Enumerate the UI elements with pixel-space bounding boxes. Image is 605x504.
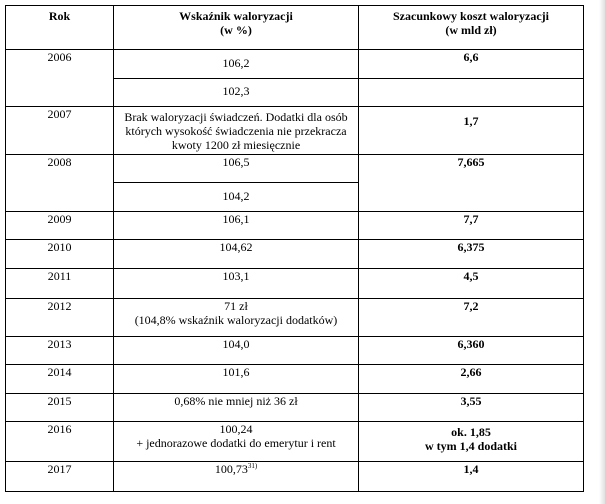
header-cost — [359, 6, 584, 50]
index-cell: 102,3 — [114, 79, 359, 107]
index-line: (104,8% wskaźnik waloryzacji dodatków) — [134, 313, 338, 327]
cost-cell: 7,7 — [359, 212, 584, 240]
table-row — [6, 107, 584, 155]
cost-cell: 6,6 — [359, 50, 584, 79]
header-index-line1: Wskaźnik waloryzacji — [179, 9, 293, 23]
index-line: 71 zł — [224, 299, 248, 313]
year-cell: 2012 — [6, 299, 114, 337]
header-cost-line2: (w mld zł) — [445, 23, 497, 37]
cost-cell-empty — [359, 79, 584, 107]
index-cell: 104,2 — [114, 183, 359, 212]
header-year — [6, 6, 114, 50]
table-row — [6, 212, 584, 240]
cost-cell: 6,360 — [359, 337, 584, 365]
header-year-text: Rok — [48, 9, 71, 23]
index-cell: 0,68% nie mniej niż 36 zł — [114, 394, 359, 422]
cost-cell: 7,665 — [359, 155, 584, 212]
index-cell — [114, 299, 359, 337]
index-cell: 106,2 — [114, 50, 359, 79]
table-row — [6, 240, 584, 269]
cost-line: ok. 1,85 — [451, 425, 491, 439]
index-cell: 106,5 — [114, 155, 359, 183]
table-row — [6, 155, 584, 183]
year-cell: 2008 — [6, 155, 114, 212]
index-cell — [114, 462, 359, 492]
index-cell — [114, 107, 359, 155]
cost-cell: 1,4 — [359, 462, 584, 492]
year-cell: 2017 — [6, 462, 114, 492]
table-row — [6, 422, 584, 462]
index-line: + jednorazowe dodatki do emerytur i rent — [136, 436, 336, 450]
cost-cell: 7,2 — [359, 299, 584, 337]
year-cell: 2013 — [6, 337, 114, 365]
table-row — [6, 50, 584, 79]
cost-cell: 2,66 — [359, 365, 584, 394]
year-cell: 2009 — [6, 212, 114, 240]
cost-line: w tym 1,4 dodatki — [424, 439, 517, 453]
cost-cell: 3,55 — [359, 394, 584, 422]
table-row — [6, 365, 584, 394]
header-row — [6, 6, 584, 50]
index-line: 100,24 — [219, 422, 253, 436]
cost-cell: 4,5 — [359, 269, 584, 299]
year-cell: 2015 — [6, 394, 114, 422]
year-cell: 2006 — [6, 50, 114, 107]
year-cell: 2014 — [6, 365, 114, 394]
footnote-marker: 31) — [247, 462, 258, 470]
table-row — [6, 394, 584, 422]
index-value: 100,73 — [214, 462, 248, 476]
table-row — [6, 299, 584, 337]
index-line: których wysokość świadczenia nie przekracza — [125, 124, 347, 138]
index-cell — [114, 422, 359, 462]
cost-cell: 6,375 — [359, 240, 584, 269]
header-index-line2: (w %) — [220, 23, 252, 37]
index-cell: 103,1 — [114, 269, 359, 299]
index-line: Brak waloryzacji świadczeń. Dodatki dla osób — [124, 110, 348, 124]
index-cell: 101,6 — [114, 365, 359, 394]
index-cell: 104,62 — [114, 240, 359, 269]
header-index — [114, 6, 359, 50]
index-line: kwoty 1200 zł miesięcznie — [171, 138, 301, 152]
cost-cell — [359, 422, 584, 462]
table-row — [6, 462, 584, 492]
table-row — [6, 269, 584, 299]
year-cell: 2010 — [6, 240, 114, 269]
table-row — [6, 337, 584, 365]
year-cell: 2011 — [6, 269, 114, 299]
year-cell: 2016 — [6, 422, 114, 462]
index-cell: 104,0 — [114, 337, 359, 365]
cost-cell: 1,7 — [359, 107, 584, 155]
header-cost-line1: Szacunkowy koszt waloryzacji — [393, 9, 549, 23]
valorization-table — [5, 5, 584, 492]
index-cell: 106,1 — [114, 212, 359, 240]
year-cell: 2007 — [6, 107, 114, 155]
